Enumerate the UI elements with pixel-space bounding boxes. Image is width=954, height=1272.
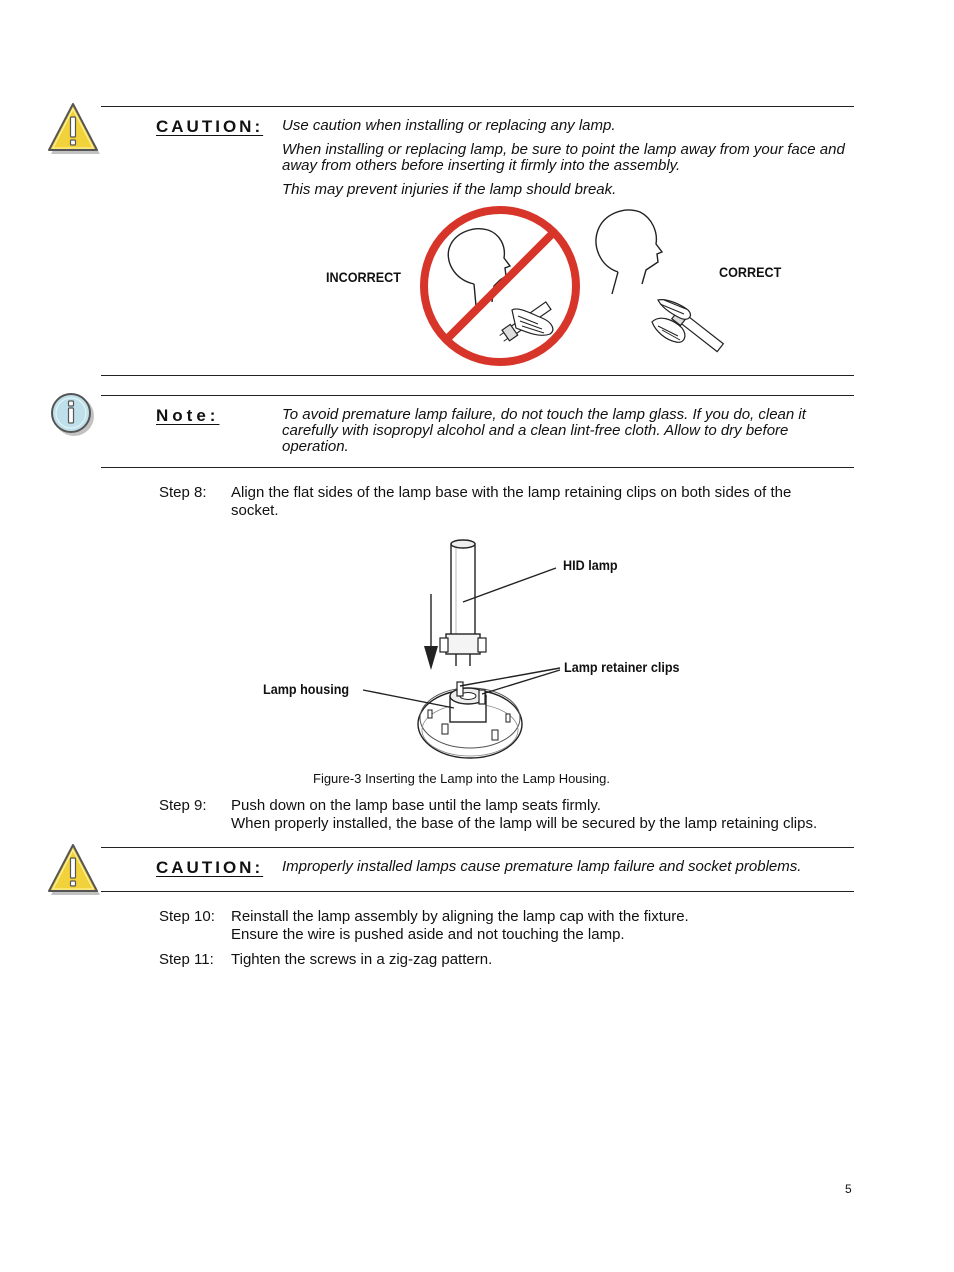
- rule-caution2-bottom: [101, 891, 854, 892]
- page-number: 5: [845, 1182, 852, 1196]
- step-9-line-1: Push down on the lamp base until the lamp seats firmly.: [231, 797, 601, 814]
- step-11-text: Tighten the screws in a zig-zag pattern.: [231, 951, 493, 968]
- lamp-retainer-clips-callout: Lamp retainer clips: [564, 659, 680, 675]
- caution-line-2: When installing or replacing lamp, be sure to point the lamp away from your face and away from others before inserting it firmly into the assembly.: [282, 141, 845, 174]
- step-10-line-2: Ensure the wire is pushed aside and not touching the lamp.: [231, 926, 625, 943]
- caution-2-label: CAUTION:: [156, 858, 264, 877]
- caution-line-1: Use caution when installing or replacing any lamp.: [282, 117, 616, 134]
- rule-note-bottom: [101, 467, 854, 468]
- step-10-number: Step 10:: [159, 908, 215, 925]
- step-9-number: Step 9:: [159, 797, 207, 814]
- incorrect-label: INCORRECT: [326, 269, 401, 285]
- lamp-insertion-figure: [360, 538, 570, 764]
- step-8-number: Step 8:: [159, 484, 207, 501]
- caution-label: CAUTION:: [156, 117, 264, 136]
- rule-caution2-top: [101, 847, 854, 848]
- step-9-line-2: When properly installed, the base of the lamp will be secured by the lamp retaining clips.: [231, 815, 818, 832]
- correct-label: CORRECT: [719, 264, 782, 280]
- note-text: To avoid premature lamp failure, do not touch the lamp glass. If you do, clean it carefully with isopropyl alcohol and a clean lint-free cloth. Allow to dry before operation.: [282, 406, 806, 455]
- info-icon: [48, 390, 98, 440]
- step-8-text: Align the flat sides of the lamp base with the lamp retaining clips on both sides of the socket.: [231, 484, 792, 519]
- caution-2-text: Improperly installed lamps cause premature lamp failure and socket problems.: [282, 858, 802, 875]
- rule-caution-bottom: [101, 375, 854, 376]
- rule-note-top: [101, 395, 854, 396]
- warning-triangle-icon: [46, 100, 102, 156]
- note-label: Note:: [156, 406, 220, 425]
- hid-lamp-callout: HID lamp: [563, 557, 618, 573]
- rule-top: [101, 106, 854, 107]
- caution-line-3: This may prevent injuries if the lamp should break.: [282, 181, 617, 198]
- lamp-housing-callout: Lamp housing: [263, 681, 350, 697]
- correct-illustration: [588, 204, 738, 360]
- warning-triangle-icon: [46, 841, 102, 897]
- step-11-number: Step 11:: [159, 951, 214, 968]
- incorrect-illustration: [414, 202, 586, 370]
- figure-caption: Figure-3 Inserting the Lamp into the Lamp Housing.: [313, 771, 611, 786]
- step-10-line-1: Reinstall the lamp assembly by aligning the lamp cap with the fixture.: [231, 908, 689, 925]
